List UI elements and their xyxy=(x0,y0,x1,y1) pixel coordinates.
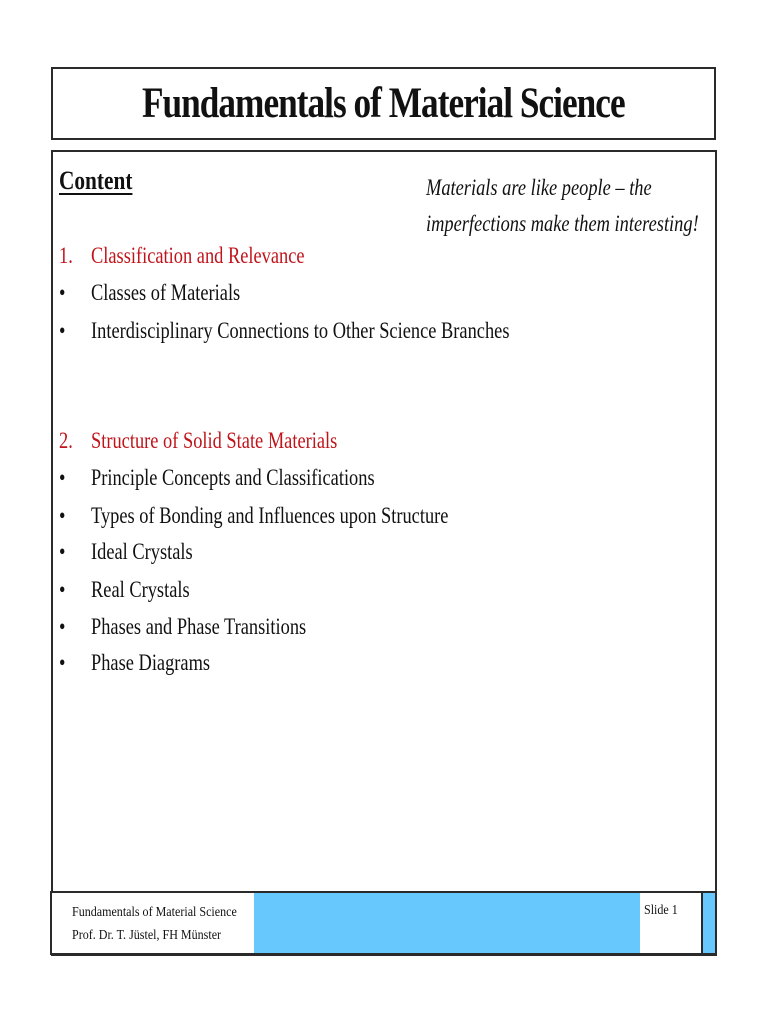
content-box xyxy=(51,150,717,956)
bullet-marker: • xyxy=(59,577,66,602)
section-2-label: Structure of Solid State Materials xyxy=(91,428,338,453)
bullet-marker: • xyxy=(59,614,66,639)
list-item-text: Interdisciplinary Connections to Other Science Branches xyxy=(91,318,510,343)
quote-line: Materials are like people – the xyxy=(426,175,652,200)
footer-author: Prof. Dr. T. Jüstel, FH Münster xyxy=(72,928,222,943)
list-item-text: Phases and Phase Transitions xyxy=(91,614,307,639)
footer-slide-number-box xyxy=(640,893,703,955)
bullet-marker: • xyxy=(59,465,66,490)
section-2-number: 2. xyxy=(59,428,73,453)
footer-accent-edge xyxy=(703,893,717,955)
slide-title-box xyxy=(51,67,716,140)
list-item xyxy=(59,614,306,640)
content-heading: Content xyxy=(59,166,133,195)
slide-title: Fundamentals of Material Science xyxy=(142,80,625,127)
list-item-text: Ideal Crystals xyxy=(91,539,193,564)
bullet-marker: • xyxy=(59,318,66,343)
footer-accent-bar xyxy=(254,893,640,955)
section-1-label: Classification and Relevance xyxy=(91,243,305,268)
list-item-text: Classes of Materials xyxy=(91,280,241,305)
slide-footer xyxy=(50,891,717,955)
list-item-text: Phase Diagrams xyxy=(91,650,211,675)
footer-credits xyxy=(50,893,254,955)
bullet-marker: • xyxy=(59,539,66,564)
quote-line: imperfections make them interesting! xyxy=(426,211,699,236)
list-item xyxy=(59,318,509,344)
list-item xyxy=(59,539,193,565)
footer-course: Fundamentals of Material Science xyxy=(72,905,237,920)
bullet-marker: • xyxy=(59,503,66,528)
list-item xyxy=(59,577,190,603)
section-1-number: 1. xyxy=(59,243,73,268)
list-item xyxy=(59,465,375,491)
list-item xyxy=(59,650,210,676)
list-item-text: Real Crystals xyxy=(91,577,190,602)
slide-number: Slide 1 xyxy=(644,903,678,918)
list-item xyxy=(59,280,240,306)
bullet-marker: • xyxy=(59,650,66,675)
bullet-marker: • xyxy=(59,280,66,305)
quote xyxy=(426,170,699,242)
section-1-title xyxy=(59,243,305,269)
list-item-text: Types of Bonding and Influences upon Structure xyxy=(91,503,449,528)
section-2-title xyxy=(59,428,337,454)
list-item-text: Principle Concepts and Classifications xyxy=(91,465,375,490)
list-item xyxy=(59,503,448,529)
